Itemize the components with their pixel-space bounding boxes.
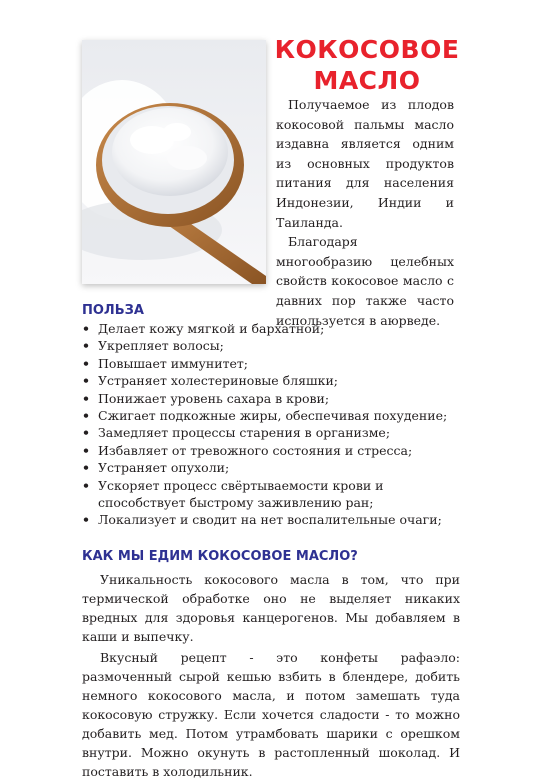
how-paragraph: Уникальность кокосового масла в том, что при термической обработке оно не выделяет никаких вредных для здоровья канцерогенов. Мы добавляем в каши и выпечку. [82, 572, 460, 644]
list-item: • Понижает уровень сахара в крови; [82, 390, 330, 406]
list-item: • Укрепляет волосы; [82, 338, 224, 354]
how-we-eat-text [82, 570, 460, 783]
list-item: • Повышает иммунитет; [82, 355, 249, 371]
list-item: • Делает кожу мягкой и бархатной; [82, 321, 325, 336]
list-item: • Локализует и сводит на нет воспалительные очаги; [82, 512, 442, 528]
list-item: • Избавляет от тревожного состояния и стресса; [82, 442, 413, 458]
intro-paragraph: Получаемое из плодов кокосовой пальмы масло издавна является одним из основных продуктов питания для населения Индонезии, Индии и Таиланда. [276, 97, 454, 230]
bullet-icon: • [82, 408, 90, 424]
page-title [272, 34, 462, 96]
list-item: • Сжигает подкожные жиры, обеспечивая похудение; [82, 408, 448, 424]
title-line-2: МАСЛО [313, 66, 421, 95]
bullet-icon: • [82, 338, 90, 354]
bullet-icon: • [82, 373, 90, 389]
benefits-heading: ПОЛЬЗА [82, 303, 144, 318]
bullet-icon: • [82, 321, 90, 336]
coconut-oil-photo [82, 40, 266, 284]
list-item: • Замедляет процессы старения в организме; [82, 425, 391, 441]
bullet-icon: • [82, 442, 90, 458]
list-item: • Устраняет холестериновые бляшки; [82, 373, 339, 389]
list-item: • Устраняет опухоли; [82, 460, 230, 476]
bullet-icon: • [82, 460, 90, 476]
list-item: • Ускоряет процесс свёртываемости крови и способствует быстрому заживлению ран; [82, 477, 384, 511]
bullet-icon: • [82, 512, 90, 528]
how-paragraph: Вкусный рецепт - это конфеты рафаэло: размоченный сырой кешью взбить в блендере, добить немного кокосового масла, и потом замешать туда кокосовую стружку. Если хочется сладости - то можно добавить мед. Потом утрамбовать шарики с орешком внутри. Можно окунуть в растопленный шоколад. И поставить в холодильник. [82, 650, 460, 779]
how-we-eat-heading: КАК МЫ ЕДИМ КОКОСОВОЕ МАСЛО? [82, 549, 358, 564]
bullet-icon: • [82, 477, 90, 493]
intro-text [276, 95, 454, 330]
bullet-icon: • [82, 355, 90, 371]
title-line-1: КОКОСОВОЕ [274, 35, 460, 64]
bullet-icon: • [82, 425, 90, 441]
benefits-list [82, 320, 462, 529]
intro-paragraph: Благодаря многообразию целебных свойств кокосовое масло с давних пор также часто используется в аюрведе. [276, 234, 454, 328]
bullet-icon: • [82, 390, 90, 406]
